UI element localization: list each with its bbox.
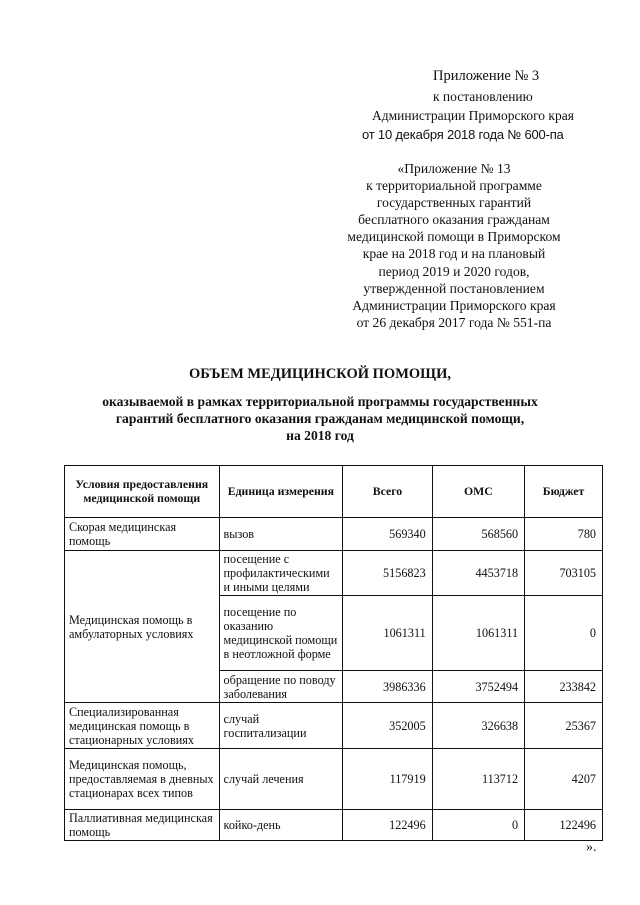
cell-budget: 122496	[525, 810, 603, 841]
cell-condition: Специализированная медицинская помощь в стационарных условиях	[65, 703, 220, 749]
cell-unit: койко-день	[219, 810, 343, 841]
document-title: ОБЪЕМ МЕДИЦИНСКОЙ ПОМОЩИ,	[189, 366, 451, 382]
medical-volume-table	[64, 465, 603, 841]
cell-oms: 113712	[432, 749, 524, 810]
table-row	[65, 749, 603, 810]
table-header-row	[65, 466, 603, 518]
cell-oms: 568560	[432, 518, 524, 551]
cell-oms: 326638	[432, 703, 524, 749]
table-row	[65, 810, 603, 841]
annex-line: государственных гарантий	[376, 195, 532, 211]
header-oms: ОМС	[432, 466, 524, 518]
annex-line: период 2019 и 2020 годов,	[378, 263, 530, 279]
header-unit: Единица измерения	[219, 466, 343, 518]
cell-budget: 4207	[525, 749, 603, 810]
closing-quote: ».	[586, 840, 597, 855]
cell-condition: Паллиативная медицинская помощь	[65, 810, 220, 841]
resolution-date: от 10 декабря 2018 года № 600-па	[362, 127, 564, 142]
cell-oms: 3752494	[432, 671, 524, 703]
cell-condition: Скорая медицинская помощь	[65, 518, 220, 551]
cell-budget: 780	[525, 518, 603, 551]
cell-total: 3986336	[343, 671, 433, 703]
subtitle-line: оказываемой в рамках территориальной программы государственных	[102, 394, 538, 409]
header-conditions: Условия предоставления медицинской помощи	[65, 466, 220, 518]
cell-total: 1061311	[343, 596, 433, 671]
cell-budget: 233842	[525, 671, 603, 703]
annex-block	[320, 160, 588, 331]
to-resolution-label: к постановлению	[433, 89, 533, 104]
cell-budget: 0	[525, 596, 603, 671]
cell-budget: 25367	[525, 703, 603, 749]
cell-unit: обращение по поводу заболевания	[219, 671, 343, 703]
cell-unit: посещение с профилактическими и иными целями	[219, 551, 343, 596]
subtitle-line: на 2018 год	[286, 428, 354, 444]
cell-total: 569340	[343, 518, 433, 551]
table-row	[65, 703, 603, 749]
document-subtitle	[0, 393, 640, 445]
annex-line: к территориальной программе	[366, 178, 542, 194]
cell-oms: 0	[432, 810, 524, 841]
annex-line: Администрации Приморского края	[352, 297, 556, 313]
cell-total: 352005	[343, 703, 433, 749]
annex-line: медицинской помощи в Приморском	[347, 229, 561, 245]
annex-line: «Приложение № 13	[397, 161, 511, 176]
annex-line: бесплатного оказания гражданам	[358, 212, 550, 228]
cell-total: 5156823	[343, 551, 433, 596]
subtitle-line: гарантий бесплатного оказания гражданам медицинской помощи,	[115, 411, 525, 427]
header-budget: Бюджет	[525, 466, 603, 518]
cell-total: 122496	[343, 810, 433, 841]
cell-unit: посещение по оказанию медицинской помощи в неотложной форме	[219, 596, 343, 671]
appendix-number: Приложение № 3	[433, 68, 540, 84]
annex-line: утвержденной постановлением	[363, 280, 545, 296]
cell-condition: Медицинская помощь, предоставляемая в дневных стационарах всех типов	[65, 749, 220, 810]
cell-budget: 703105	[525, 551, 603, 596]
cell-unit: случай лечения	[219, 749, 343, 810]
table-row	[65, 518, 603, 551]
header-total: Всего	[343, 466, 433, 518]
cell-condition: Медицинская помощь в амбулаторных условиях	[65, 551, 220, 703]
cell-unit: вызов	[219, 518, 343, 551]
annex-line: крае на 2018 год и на плановый	[362, 246, 546, 262]
table-row	[65, 551, 603, 596]
cell-unit: случай госпитализации	[219, 703, 343, 749]
cell-oms: 1061311	[432, 596, 524, 671]
annex-line: от 26 декабря 2017 года № 551-па	[356, 314, 552, 330]
cell-oms: 4453718	[432, 551, 524, 596]
administration-label: Администрации Приморского края	[372, 108, 574, 123]
cell-total: 117919	[343, 749, 433, 810]
